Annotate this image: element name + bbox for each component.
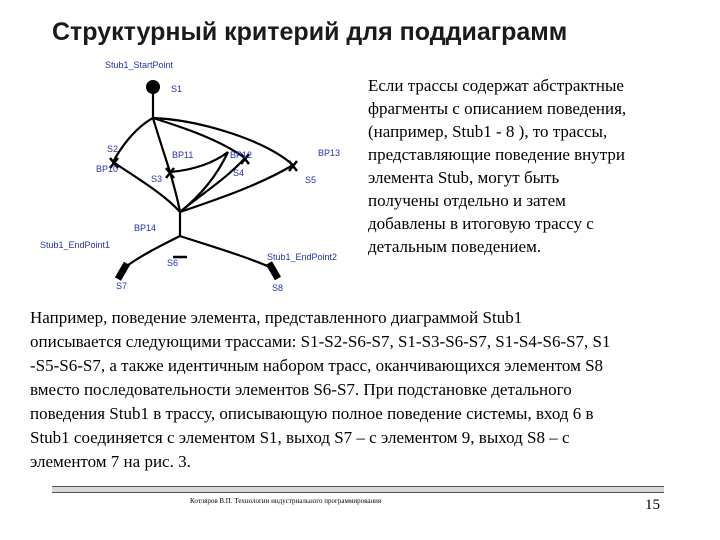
text-line: детальным поведением. xyxy=(368,237,542,256)
footer-author: Котляров В.П. Технологии индустриального программирования xyxy=(190,497,382,505)
label-s4: S4 xyxy=(233,168,245,178)
end-point1-bar xyxy=(115,262,130,281)
label-s3: S3 xyxy=(151,174,163,184)
label-bp14: BP14 xyxy=(134,223,157,233)
text-line: -S5-S6-S7, а также идентичным набором трасс, оканчивающихся элементом S8 xyxy=(30,356,604,375)
text-line: элементом 7 на рис. 3. xyxy=(30,452,191,471)
text-line: Если трассы содержат абстрактные xyxy=(368,76,624,95)
label-s1: S1 xyxy=(171,84,183,94)
text-line: Stub1 соединяется с элементом S1, выход S7 – с элементом 9, выход S8 – с xyxy=(30,428,570,447)
example-paragraph xyxy=(30,306,714,474)
label-bp11: BP11 xyxy=(172,150,194,160)
label-s2: S2 xyxy=(107,144,119,154)
label-end-point2: Stub1_EndPoint2 xyxy=(267,252,338,262)
text-line: (например, Stub1 - 8 ), то трассы, xyxy=(368,122,608,141)
text-line: поведения Stub1 в трассу, описывающую полное поведение системы, вход 6 в xyxy=(30,404,594,423)
slide-title: Структурный критерий для поддиаграмм xyxy=(52,18,568,46)
label-s7: S7 xyxy=(116,281,128,291)
end-point2-bar xyxy=(266,261,281,280)
text-line: получены отдельно и затем xyxy=(368,191,566,210)
text-line: описывается следующими трассами: S1-S2-S6-S7, S1-S3-S6-S7, S1-S4-S6-S7, S1 xyxy=(30,332,611,351)
text-line: добавлены в итоговую трассу с xyxy=(368,214,594,233)
stub-markers xyxy=(110,154,297,257)
stub-explanation xyxy=(368,74,702,258)
label-bp12: BP12 xyxy=(230,150,253,160)
text-line: элемента Stub, могут быть xyxy=(368,168,560,187)
label-bp13: BP13 xyxy=(318,148,341,158)
label-s8: S8 xyxy=(272,283,284,293)
label-end-point1: Stub1_EndPoint1 xyxy=(40,240,111,250)
start-point-marker xyxy=(146,80,160,94)
diagram-paths xyxy=(113,87,293,268)
label-s5: S5 xyxy=(305,175,317,185)
text-line: фрагменты с описанием поведения, xyxy=(368,99,627,118)
label-start-point: Stub1_StartPoint xyxy=(105,60,174,70)
stub1-diagram xyxy=(0,52,360,302)
text-line: вместо последовательности элементов S6-S7. При подстановке детального xyxy=(30,380,572,399)
footer-divider xyxy=(52,486,664,493)
page-number: 15 xyxy=(645,497,660,513)
label-s6: S6 xyxy=(167,258,179,268)
text-line: Например, поведение элемента, представленного диаграммой Stub1 xyxy=(30,308,523,327)
text-line: представляющие поведение внутри xyxy=(368,145,625,164)
label-bp10: BP10 xyxy=(96,164,119,174)
